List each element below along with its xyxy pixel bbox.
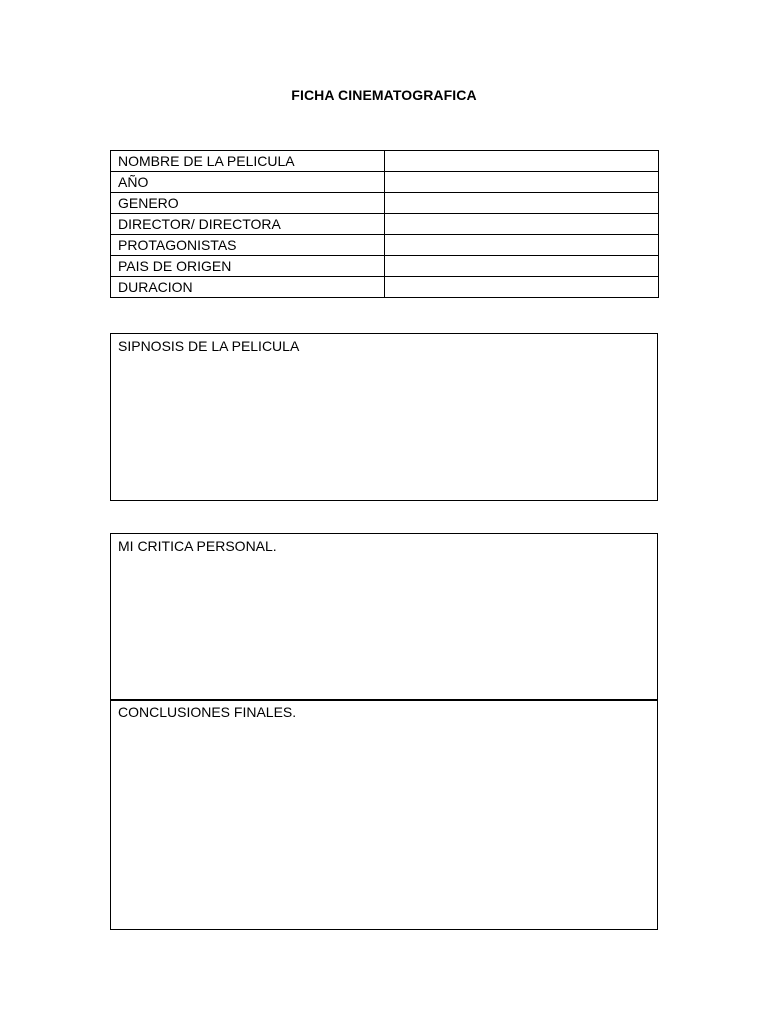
film-name-field[interactable]	[385, 151, 659, 172]
film-name-label: NOMBRE DE LA PELICULA	[111, 151, 385, 172]
synopsis-label: SIPNOSIS DE LA PELICULA	[118, 338, 300, 354]
year-field[interactable]	[385, 172, 659, 193]
table-row	[111, 235, 659, 256]
director-label: DIRECTOR/ DIRECTORA	[111, 214, 385, 235]
table-row	[111, 214, 659, 235]
country-field[interactable]	[385, 256, 659, 277]
protagonists-label: PROTAGONISTAS	[111, 235, 385, 256]
table-row	[111, 277, 659, 298]
genre-label: GENERO	[111, 193, 385, 214]
table-row	[111, 256, 659, 277]
duration-label: DURACION	[111, 277, 385, 298]
synopsis-box[interactable]	[110, 333, 658, 501]
film-info-table	[110, 150, 659, 298]
director-field[interactable]	[385, 214, 659, 235]
country-label: PAIS DE ORIGEN	[111, 256, 385, 277]
critique-box[interactable]	[110, 533, 658, 701]
conclusions-label: CONCLUSIONES FINALES.	[118, 704, 297, 720]
table-row	[111, 172, 659, 193]
genre-field[interactable]	[385, 193, 659, 214]
conclusions-box[interactable]	[110, 699, 658, 930]
table-row	[111, 151, 659, 172]
table-row	[111, 193, 659, 214]
year-label: AÑO	[111, 172, 385, 193]
duration-field[interactable]	[385, 277, 659, 298]
protagonists-field[interactable]	[385, 235, 659, 256]
page-title: FICHA CINEMATOGRAFICA	[291, 87, 477, 103]
critique-label: MI CRITICA PERSONAL.	[118, 538, 277, 554]
